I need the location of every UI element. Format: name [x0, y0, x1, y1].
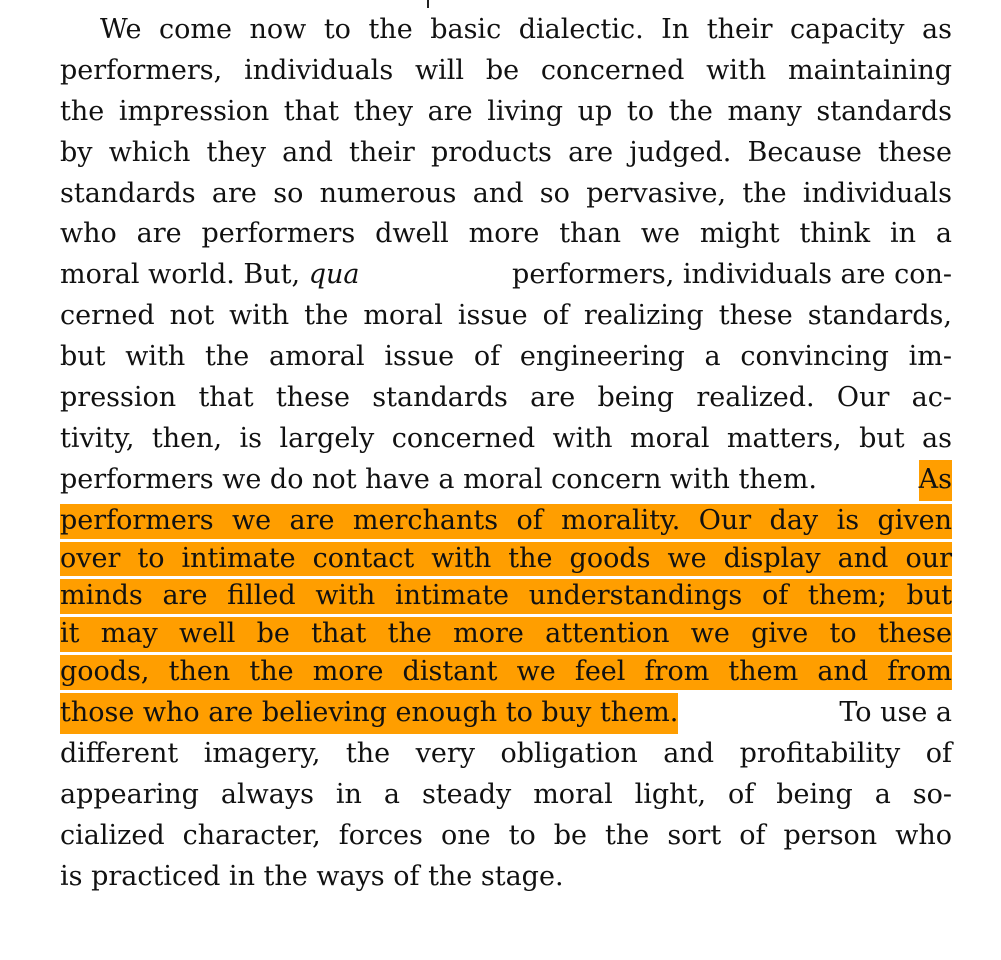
- text-line: cialized character, forces one to be the sort of person who: [60, 819, 952, 851]
- text-segment: moral world. But, qua: [60, 259, 360, 291]
- text-segment: To use a: [839, 697, 952, 729]
- text-page: [60, 10, 952, 898]
- text-line: We come now to the basic dialectic. In their capacity as: [100, 14, 952, 45]
- text-line: cerned not with the moral issue of realizing these standards,: [60, 300, 952, 332]
- text-line: is practiced in the ways of the stage.: [60, 860, 564, 892]
- text-line: [60, 693, 952, 734]
- text-line: the impression that they are living up to the many standards: [60, 95, 952, 127]
- text-line: [60, 255, 952, 296]
- highlighted-line: minds are filled with intimate understandings of them; but: [60, 579, 952, 614]
- highlighted-line: over to intimate contact with the goods we display and our: [60, 542, 952, 577]
- text-line: standards are so numerous and so pervasive, the individuals: [60, 177, 952, 209]
- text-line: performers, individuals will be concerned with maintaining: [60, 54, 952, 86]
- text-segment: performers, individuals are con-: [512, 259, 952, 291]
- text-segment: performers we do not have a moral concern with them.: [60, 463, 817, 495]
- highlighted-text: those who are believing enough to buy them.: [60, 693, 678, 734]
- text-line: [60, 460, 952, 501]
- highlighted-line: performers we are merchants of morality. Our day is given: [60, 504, 952, 539]
- text-line: pression that these standards are being realized. Our ac-: [60, 382, 952, 414]
- highlighted-text: As: [919, 460, 952, 501]
- text-line: who are performers dwell more than we might think in a: [60, 218, 952, 250]
- text-line: tivity, then, is largely concerned with moral matters, but as: [60, 422, 952, 454]
- highlighted-line: it may well be that the more attention we give to these: [60, 617, 952, 652]
- italic-term: qua: [308, 259, 360, 291]
- highlighted-line: goods, then the more distant we feel from them and from: [60, 655, 952, 690]
- text-line: but with the amoral issue of engineering a convincing im-: [60, 341, 952, 373]
- text-line: different imagery, the very obligation and profitability of: [60, 738, 952, 770]
- stray-mark: [427, 0, 429, 8]
- text-line: appearing always in a steady moral light, of being a so-: [60, 778, 952, 810]
- text-line: by which they and their products are judged. Because these: [60, 136, 952, 168]
